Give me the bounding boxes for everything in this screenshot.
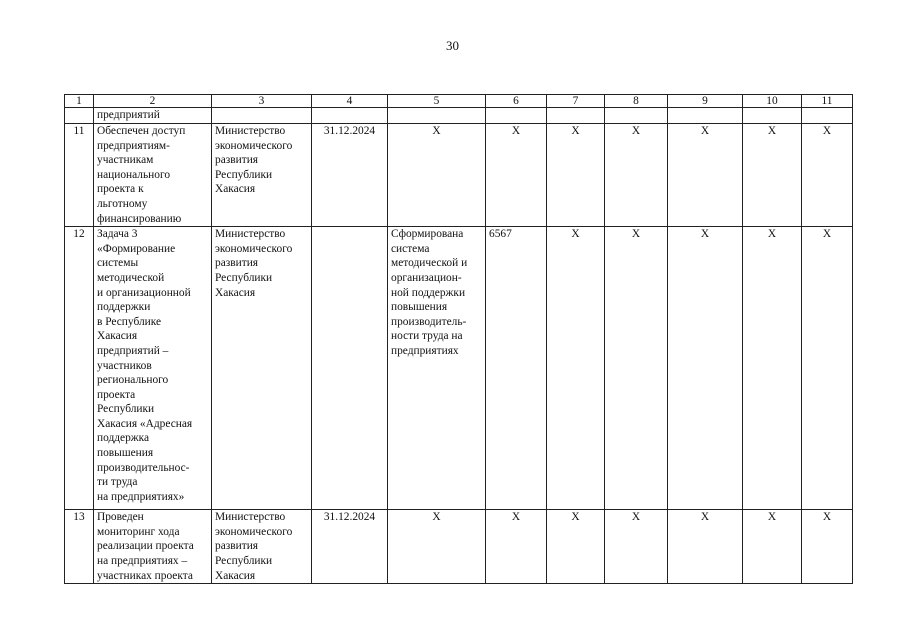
cell	[312, 108, 388, 124]
header-row	[65, 95, 853, 108]
cell	[668, 108, 743, 124]
value-cell: Х	[668, 124, 743, 227]
event-name: Задача 3 «Формирование системы методической и организационной поддержки в Республике Хакасия предприятий – участников регионального проекта Республики Хакасия «Адресная поддержка повышения производительнос- ти труда на предприятиях»	[94, 227, 212, 510]
value-cell: Х	[605, 124, 668, 227]
column-header-1: 1	[65, 95, 94, 108]
value-cell: Х	[547, 124, 605, 227]
column-header-10: 10	[743, 95, 802, 108]
cell	[605, 108, 668, 124]
deadline-date: 31.12.2024	[312, 124, 388, 227]
table-row	[65, 124, 853, 227]
column-header-9: 9	[668, 95, 743, 108]
event-name: Обеспечен доступ предприятиям- участникам национального проекта к льготному финансированию	[94, 124, 212, 227]
page-number: 30	[446, 38, 459, 53]
column-header-11: 11	[802, 95, 853, 108]
value-cell: Х	[668, 510, 743, 584]
responsible-executor: Министерство экономического развития Республики Хакасия	[212, 124, 312, 227]
cell	[486, 108, 547, 124]
cell	[65, 108, 94, 124]
responsible-executor: Министерство экономического развития Республики Хакасия	[212, 227, 312, 510]
value-cell: Х	[547, 227, 605, 510]
cell	[743, 108, 802, 124]
column-header-7: 7	[547, 95, 605, 108]
deadline-date: 31.12.2024	[312, 510, 388, 584]
value-cell: Х	[743, 124, 802, 227]
cell	[212, 108, 312, 124]
result-cell: Х	[388, 510, 486, 584]
cell	[802, 108, 853, 124]
value-cell: Х	[743, 227, 802, 510]
column-header-4: 4	[312, 95, 388, 108]
value-cell: Х	[802, 227, 853, 510]
cell	[388, 108, 486, 124]
value-cell: Х	[605, 510, 668, 584]
column-header-5: 5	[388, 95, 486, 108]
table-row	[65, 510, 853, 584]
value-cell: Х	[547, 510, 605, 584]
result-cell: Сформирована система методической и организацион- ной поддержки повышения производитель- ности труда на предприятиях	[388, 227, 486, 510]
continuation-text: предприятий	[94, 108, 212, 124]
event-name: Проведен мониторинг хода реализации проекта на предприятиях – участниках проекта	[94, 510, 212, 584]
value-cell: Х	[802, 124, 853, 227]
value-cell: Х	[802, 510, 853, 584]
row-number: 11	[65, 124, 94, 227]
value-cell: Х	[486, 510, 547, 584]
value-cell: Х	[605, 227, 668, 510]
plan-table	[64, 94, 853, 584]
deadline-date	[312, 227, 388, 510]
table-row	[65, 227, 853, 510]
value-cell: Х	[486, 124, 547, 227]
value-cell: Х	[668, 227, 743, 510]
column-header-8: 8	[605, 95, 668, 108]
column-header-3: 3	[212, 95, 312, 108]
row-number: 12	[65, 227, 94, 510]
value-cell: Х	[743, 510, 802, 584]
responsible-executor: Министерство экономического развития Республики Хакасия	[212, 510, 312, 584]
column-header-6: 6	[486, 95, 547, 108]
result-cell: Х	[388, 124, 486, 227]
cell	[547, 108, 605, 124]
row-number: 13	[65, 510, 94, 584]
column-header-2: 2	[94, 95, 212, 108]
continuation-row	[65, 108, 853, 124]
value-cell: 6567	[486, 227, 547, 510]
